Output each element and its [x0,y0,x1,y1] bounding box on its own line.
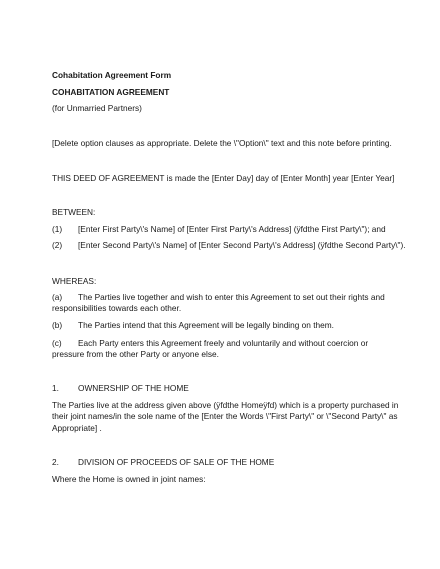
between-label: BETWEEN: [52,207,96,217]
section-2-title: DIVISION OF PROCEEDS OF SALE OF THE HOME [78,457,275,467]
party-1-number: (1) [52,224,63,234]
recital-c-line2: pressure from the other Party or anyone else. [52,349,219,359]
recital-c-line1: Each Party enters this Agreement freely and voluntarily and without coercion or [78,338,369,348]
recital-b-number: (b) [52,320,63,330]
section-1-line3: Appropriate] . [52,423,102,433]
recital-b-line1: The Parties intend that this Agreement will be legally binding on them. [78,320,334,330]
recital-a-line1: The Parties live together and wish to enter this Agreement to set out their rights and [78,292,385,302]
recital-c-number: (c) [52,338,62,348]
recital-a-line2: responsibilities towards each other. [52,303,182,313]
section-1-number: 1. [52,383,59,393]
section-1-line2: their joint names/in the sole name of the [Enter the Words \"First Party\" or \"Second Party\" as [52,411,398,421]
party-2-number: (2) [52,240,63,250]
party-1-text: [Enter First Party\'s Name] of [Enter First Party\'s Address] (ÿfdthe First Party\"); and [78,224,386,234]
whereas-label: WHEREAS: [52,276,97,286]
section-1-line1: The Parties live at the address given above (ÿfdthe Homeÿfd) which is a property purchased in [52,400,399,410]
printing-note: [Delete option clauses as appropriate. Delete the \"Option\" text and this note before printing. [52,138,392,148]
form-title: Cohabitation Agreement Form [52,70,172,80]
agreement-heading: COHABITATION AGREEMENT [52,87,170,97]
section-2-number: 2. [52,457,59,467]
section-1-title: OWNERSHIP OF THE HOME [78,383,189,393]
section-2-line1: Where the Home is owned in joint names: [52,474,206,484]
recital-a-number: (a) [52,292,63,302]
party-2-text: [Enter Second Party\'s Name] of [Enter Second Party\'s Address] (ÿfdthe Second Party\"). [78,240,406,250]
agreement-subheading: (for Unmarried Partners) [52,103,142,113]
deed-line: THIS DEED OF AGREEMENT is made the [Enter Day] day of [Enter Month] year [Enter Year] [52,173,395,183]
